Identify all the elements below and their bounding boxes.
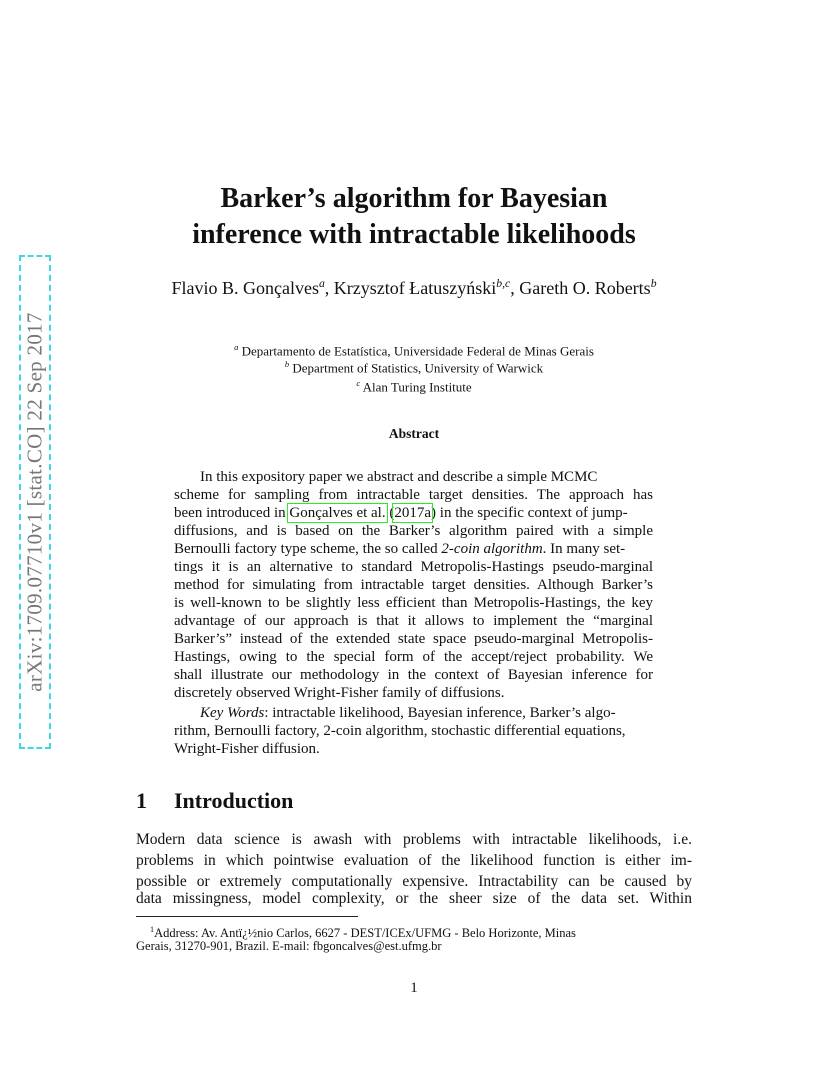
keywords-line: rithm, Bernoulli factory, 2-coin algorithm, stochastic differential equations, xyxy=(174,723,626,739)
body-text-line: problems in which pointwise evaluation of the likelihood function is either im- xyxy=(136,852,692,869)
author-separator: , xyxy=(510,278,520,298)
author-roberts-affil: b xyxy=(650,277,657,290)
citation-link-goncalves[interactable]: Gonçalves et al. xyxy=(289,505,386,521)
affiliation-text: Alan Turing Institute xyxy=(362,379,472,395)
paper-title xyxy=(100,181,728,253)
author-separator: , xyxy=(324,278,334,298)
footnote-line: Gerais, 31270-901, Brazil. E-mail: fbgoncalves@est.ufmg.br xyxy=(136,939,442,953)
abstract-line xyxy=(174,540,653,558)
section-number: 1 xyxy=(136,788,147,813)
affiliation-text: Department of Statistics, University of Warwick xyxy=(292,360,544,376)
keywords-text: : intractable likelihood, Bayesian inference, Barker’s algo- xyxy=(264,705,616,721)
affiliation-c xyxy=(100,374,728,396)
abstract-line xyxy=(174,504,653,522)
abstract-line: discretely observed Wright-Fisher family of diffusions. xyxy=(174,685,505,701)
abstract-line: diffusions, and is based on the Barker’s algorithm paired with a simple xyxy=(174,523,653,539)
body-text-line: Modern data science is awash with problems with intractable likelihoods, i.e. xyxy=(136,831,692,848)
author-latuszynski: Krzysztof Łatuszyński xyxy=(333,278,497,298)
citation-year: 2017a xyxy=(394,505,432,521)
keywords-line xyxy=(200,704,653,722)
abstract-line: advantage of our approach is that it allows to implement the “marginal xyxy=(174,613,653,629)
abstract-heading: Abstract xyxy=(388,426,440,441)
keywords-line: Wright-Fisher diffusion. xyxy=(174,741,320,757)
affiliation-mark: b xyxy=(284,359,290,369)
section-heading-introduction xyxy=(136,788,293,814)
abstract-emphasis: 2-coin algorithm xyxy=(441,541,543,557)
abstract-text: Bernoulli factory type scheme, the so called xyxy=(174,541,442,557)
affiliation-mark: a xyxy=(234,342,239,352)
abstract-text: ) in the specific context of jump- xyxy=(431,505,628,521)
abstract-text: . In many set- xyxy=(542,541,626,557)
title-line-1: Barker’s algorithm for Bayesian xyxy=(220,183,608,214)
abstract-line: tings it is an alternative to standard Metropolis-Hastings pseudo-marginal xyxy=(174,559,653,575)
abstract-line: method for simulating from intractable target densities. Although Barker’s xyxy=(174,577,653,593)
abstract-line: is well-known to be slightly less efficient than Metropolis-Hastings, the key xyxy=(174,595,653,611)
affiliation-text: Departamento de Estatística, Universidade Federal de Minas Gerais xyxy=(241,343,594,359)
section-title: Introduction xyxy=(174,788,294,813)
footnote-rule xyxy=(136,916,358,917)
author-goncalves: Flavio B. Gonçalves xyxy=(171,278,319,298)
title-line-2: inference with intractable likelihoods xyxy=(192,219,636,250)
abstract-line: scheme for sampling from intractable target densities. The approach has xyxy=(174,487,653,503)
abstract-text: ( xyxy=(385,505,395,521)
footnote-text: Address: Av. Antï¿½nio Carlos, 6627 - DEST/ICEx/UFMG - Belo Horizonte, Minas xyxy=(154,926,576,941)
keywords-label: Key Words xyxy=(200,705,265,721)
footnote-mark: 1 xyxy=(150,925,155,934)
body-text-line: data missingness, model complexity, or the sheer size of the data set. Within xyxy=(136,890,692,907)
citation-link-year[interactable] xyxy=(394,505,431,521)
abstract-text: been introduced in xyxy=(174,505,290,521)
author-goncalves-affil: a xyxy=(318,277,325,290)
author-latuszynski-affil: b,c xyxy=(496,277,511,290)
affiliation-mark: c xyxy=(356,378,361,388)
author-list xyxy=(100,272,728,300)
body-text-line: possible or extremely computationally expensive. Intractability can be caused by xyxy=(136,873,692,890)
arxiv-identifier[interactable]: arXiv:1709.07710v1 [stat.CO] 22 Sep 2017 xyxy=(22,312,47,692)
abstract-line: shall illustrate our methodology in the context of Bayesian inference for xyxy=(174,667,653,683)
abstract-line: In this expository paper we abstract and describe a simple MCMC xyxy=(200,469,598,485)
page-number: 1 xyxy=(410,980,418,996)
abstract-line: Hastings, owing to the special form of the accept/reject probability. We xyxy=(174,649,653,665)
author-roberts: Gareth O. Roberts xyxy=(519,278,651,298)
abstract-line: Barker’s” instead of the extended state space pseudo-marginal Metropolis- xyxy=(174,631,653,647)
